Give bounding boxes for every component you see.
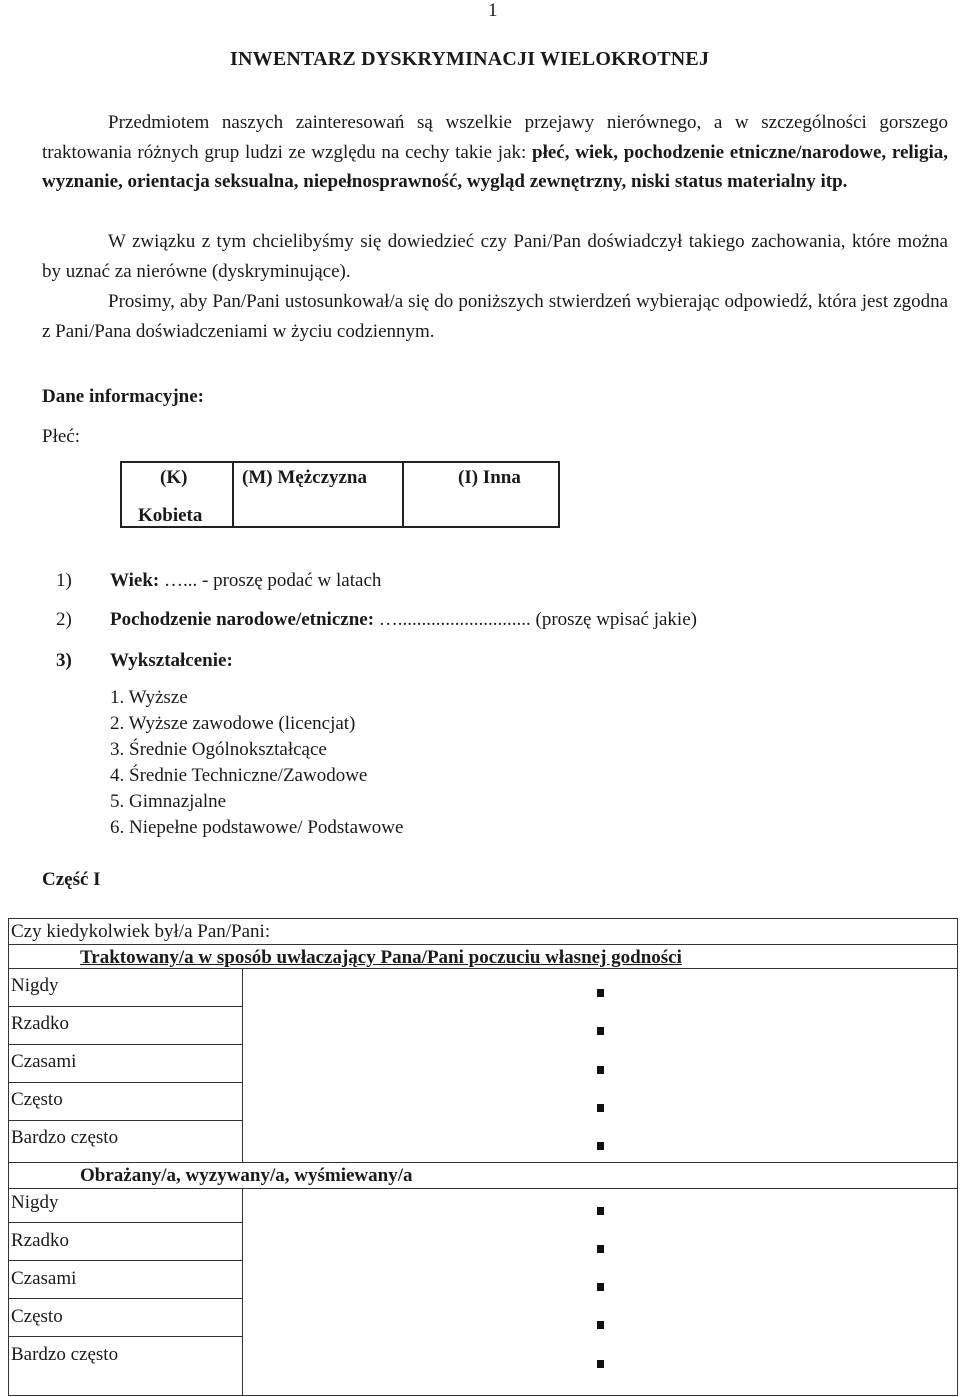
question-origin-number: 2): [56, 609, 72, 630]
column-divider: [242, 1188, 243, 1396]
item2-option-label: Bardzo często: [11, 1344, 119, 1365]
intro-text: Przedmiotem naszych zainteresowań są wszelkie przejawy nierównego, a w szczególności gorszego traktowania różnych grup ludzi ze względu na cechy takie jak:: [42, 112, 948, 163]
answer-checkbox[interactable]: [597, 1142, 604, 1150]
item1-option-label: Często: [11, 1089, 63, 1110]
answer-checkbox[interactable]: [597, 1066, 604, 1074]
divider: [8, 1082, 242, 1083]
answer-checkbox[interactable]: [597, 1283, 604, 1291]
origin-instruction: …............................ (proszę wpisać jakie): [374, 609, 697, 630]
education-list: [110, 685, 403, 841]
divider: [8, 1298, 242, 1299]
item2-option-label: Często: [11, 1306, 63, 1327]
document-title: INWENTARZ DYSKRYMINACJI WIELOKROTNEJ: [230, 48, 710, 70]
gender-label: Płeć:: [42, 426, 80, 447]
answer-checkbox[interactable]: [597, 1104, 604, 1112]
gender-other-label: (I) Inna: [458, 467, 521, 488]
gender-option-female[interactable]: [122, 463, 234, 526]
column-divider: [242, 968, 243, 1162]
question-origin[interactable]: [110, 609, 697, 631]
education-option[interactable]: 4. Średnie Techniczne/Zawodowe: [110, 765, 368, 786]
divider: [8, 1188, 958, 1189]
divider: [8, 1006, 242, 1007]
gender-option-other[interactable]: [402, 463, 558, 526]
gender-male-label: (M) Mężczyzna: [242, 467, 368, 488]
question-age-number: 1): [56, 570, 72, 591]
part-heading: Część I: [42, 869, 101, 890]
education-option[interactable]: 6. Niepełne podstawowe/ Podstawowe: [110, 817, 404, 838]
divider: [8, 1260, 242, 1261]
answer-checkbox[interactable]: [597, 1207, 604, 1215]
question-age[interactable]: [110, 570, 381, 592]
divider: [8, 1336, 242, 1337]
divider: [8, 1044, 242, 1045]
age-label: Wiek:: [110, 570, 160, 591]
divider: [8, 1222, 242, 1223]
item2-option-label: Rzadko: [11, 1230, 70, 1251]
item1-option-label: Czasami: [11, 1051, 77, 1072]
divider: [8, 968, 958, 969]
divider: [8, 944, 958, 945]
item1-option-label: Rzadko: [11, 1013, 70, 1034]
scale-table: [8, 918, 958, 1396]
gender-table: [120, 461, 560, 528]
item1-option-label: Nigdy: [11, 975, 59, 996]
education-option[interactable]: 1. Wyższe: [110, 687, 188, 708]
item2-option-label: Czasami: [11, 1268, 77, 1289]
scale-top-border: [8, 918, 958, 919]
education-label: Wykształcenie:: [110, 650, 233, 671]
origin-label: Pochodzenie narodowe/etniczne:: [110, 609, 375, 630]
age-instruction: …... - proszę podać w latach: [159, 570, 382, 591]
divider: [8, 1162, 958, 1163]
question-education-number: 3): [56, 650, 72, 671]
intro-text-3: Prosimy, aby Pan/Pani ustosunkował/a się do poniższych stwierdzeń wybierając odpowiedź, która jest zgodna z Pani/Pana doświadczeniami w życiu codziennym.: [42, 291, 948, 342]
intro-bold-traits: płeć, wiek, pochodzenie etniczne/narodowe, religia, wyznanie, orientacja seksualna, niepełnosprawność, wygląd zewnętrzny, niski status materialny itp.: [42, 141, 948, 192]
scale-question: Czy kiedykolwiek był/a Pan/Pani:: [11, 921, 271, 942]
education-option[interactable]: 3. Średnie Ogólnokształcące: [110, 739, 327, 760]
answer-checkbox[interactable]: [597, 1360, 604, 1368]
item2-title: Obrażany/a, wyzywany/a, wyśmiewany/a: [80, 1165, 413, 1186]
intro-text-2: W związku z tym chcielibyśmy się dowiedzieć czy Pani/Pan doświadczył takiego zachowania, które można by uznać za nierówne (dyskryminujące).: [42, 231, 948, 282]
gender-female-label: Kobieta: [138, 505, 203, 526]
page-number: 1: [488, 0, 498, 21]
item1-option-label: Bardzo często: [11, 1127, 119, 1148]
education-option[interactable]: 2. Wyższe zawodowe (licencjat): [110, 713, 356, 734]
item1-title: Traktowany/a w sposób uwłaczający Pana/Pani poczuciu własnej godności: [80, 947, 682, 968]
gender-option-male[interactable]: [232, 463, 404, 526]
info-heading: Dane informacyjne:: [42, 386, 204, 407]
answer-checkbox[interactable]: [597, 989, 604, 997]
answer-checkbox[interactable]: [597, 1245, 604, 1253]
education-option[interactable]: 5. Gimnazjalne: [110, 791, 227, 812]
intro-paragraph-1: [42, 108, 948, 197]
gender-female-code: (K): [160, 467, 188, 488]
intro-paragraph-2: [42, 227, 948, 286]
answer-checkbox[interactable]: [597, 1027, 604, 1035]
divider: [8, 1120, 242, 1121]
answer-checkbox[interactable]: [597, 1321, 604, 1329]
item2-option-label: Nigdy: [11, 1192, 59, 1213]
intro-paragraph-3: [42, 287, 948, 346]
